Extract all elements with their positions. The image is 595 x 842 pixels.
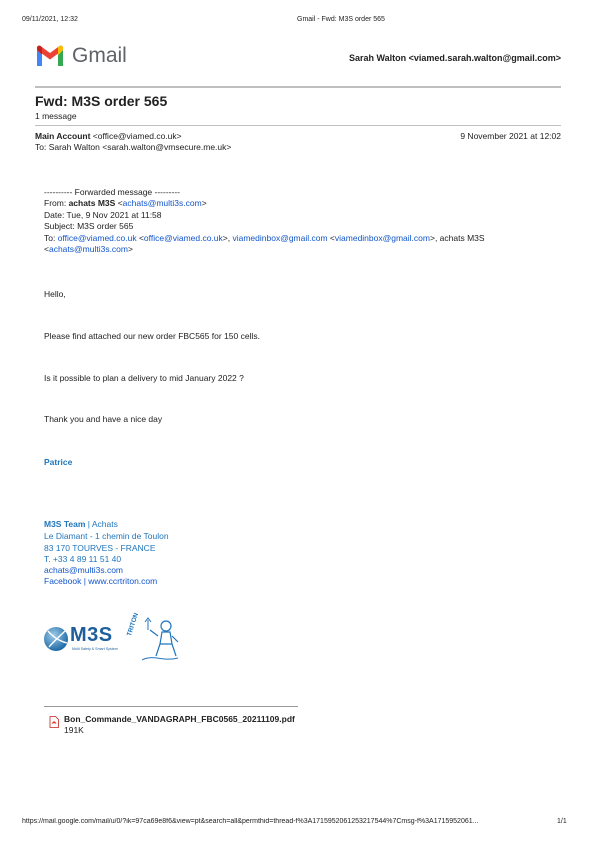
sig-social-links[interactable]: Facebook | www.ccrtriton.com: [44, 576, 158, 586]
m3s-tagline: Multi Safety & Smart System: [72, 647, 118, 651]
triton-logo: [132, 616, 182, 669]
to-link-inbox-email[interactable]: viamedinbox@gmail.com: [334, 233, 430, 243]
recipient-line: To: Sarah Walton <sarah.walton@vmsecure.me.uk>: [35, 142, 232, 152]
sig-phone: T. +33 4 89 11 51 40: [44, 554, 122, 564]
to-inbox-open: <: [327, 233, 335, 243]
forward-divider: ---------- Forwarded message ---------: [44, 187, 180, 197]
attachment-divider: [44, 706, 298, 707]
forward-to-cont: [44, 244, 133, 255]
sig-email-link[interactable]: achats@multi3s.com: [44, 565, 124, 575]
subject-divider: [35, 125, 561, 126]
body-line-2: Is it possible to plan a delivery to mid January 2022 ?: [44, 373, 244, 383]
sender-email: <office@viamed.co.uk>: [92, 131, 182, 141]
body-signoff-name: Patrice: [44, 457, 73, 467]
to-link-achats[interactable]: achats@multi3s.com: [48, 244, 128, 254]
forward-date: Date: Tue, 9 Nov 2021 at 11:58: [44, 210, 162, 220]
body-line-3: Thank you and have a nice day: [44, 414, 163, 424]
sender-line: [35, 131, 182, 141]
pdf-icon: [49, 715, 59, 733]
body-line-1: Please find attached our new order FBC565 for 150 cells.: [44, 331, 260, 341]
m3s-logo-text: M3S: [70, 624, 113, 646]
sig-team: [44, 519, 118, 531]
to-inbox-close: >, achats M3S: [429, 233, 485, 243]
to-label: To:: [44, 233, 58, 243]
from-email-link[interactable]: achats@multi3s.com: [122, 198, 202, 208]
to-office-close: >,: [222, 233, 233, 243]
from-name: achats M3S: [68, 198, 116, 208]
triton-text: TRITON: [126, 612, 141, 638]
gmail-logo[interactable]: [35, 45, 65, 73]
account-label: Sarah Walton <viamed.sarah.walton@gmail.com>: [348, 53, 561, 63]
sig-dept: | Achats: [85, 519, 118, 529]
gmail-m-icon: [35, 45, 65, 68]
to-link-office-email[interactable]: office@viamed.co.uk: [143, 233, 223, 243]
forward-subject: Subject: M3S order 565: [44, 221, 134, 231]
gmail-logo-text: Gmail: [72, 44, 127, 67]
forward-from: [44, 198, 207, 209]
sig-team-name: M3S Team: [44, 519, 86, 529]
triton-mascot-icon: [132, 616, 182, 664]
print-page-title: Gmail - Fwd: M3S order 565: [297, 16, 385, 23]
to-link-inbox[interactable]: viamedinbox@gmail.com: [232, 233, 328, 243]
to-achats-close: >: [127, 244, 133, 254]
to-link-office[interactable]: office@viamed.co.uk: [57, 233, 137, 243]
attachment-filename[interactable]: Bon_Commande_VANDAGRAPH_FBC0565_20211109.pdf: [64, 714, 295, 724]
sig-address-1: Le Diamant - 1 chemin de Toulon: [44, 531, 169, 541]
sender-name: Main Account: [35, 131, 91, 141]
message-date: 9 November 2021 at 12:02: [460, 131, 561, 141]
from-email-close: >: [201, 198, 207, 208]
sig-address-2: 83 170 TOURVES - FRANCE: [44, 543, 156, 553]
header-divider: [35, 86, 561, 88]
from-email-open: <: [115, 198, 123, 208]
forward-to: [44, 233, 485, 244]
to-office-open: <: [136, 233, 144, 243]
to-achats-open: <: [44, 244, 49, 254]
attachment-size: 191K: [64, 725, 84, 735]
print-datetime: 09/11/2021, 12:32: [22, 16, 78, 23]
body-greeting: Hello,: [44, 289, 66, 299]
from-label: From:: [44, 198, 69, 208]
message-count: 1 message: [35, 111, 77, 121]
thread-subject: Fwd: M3S order 565: [35, 93, 168, 109]
print-page-number: 1/1: [557, 818, 567, 825]
print-url: https://mail.google.com/mail/u/0/?ik=97ca69e8f6&view=pt&search=all&permthid=thread-f%3A1715952061253217544%7Cmsg-f%3A1715952061...: [22, 818, 479, 825]
